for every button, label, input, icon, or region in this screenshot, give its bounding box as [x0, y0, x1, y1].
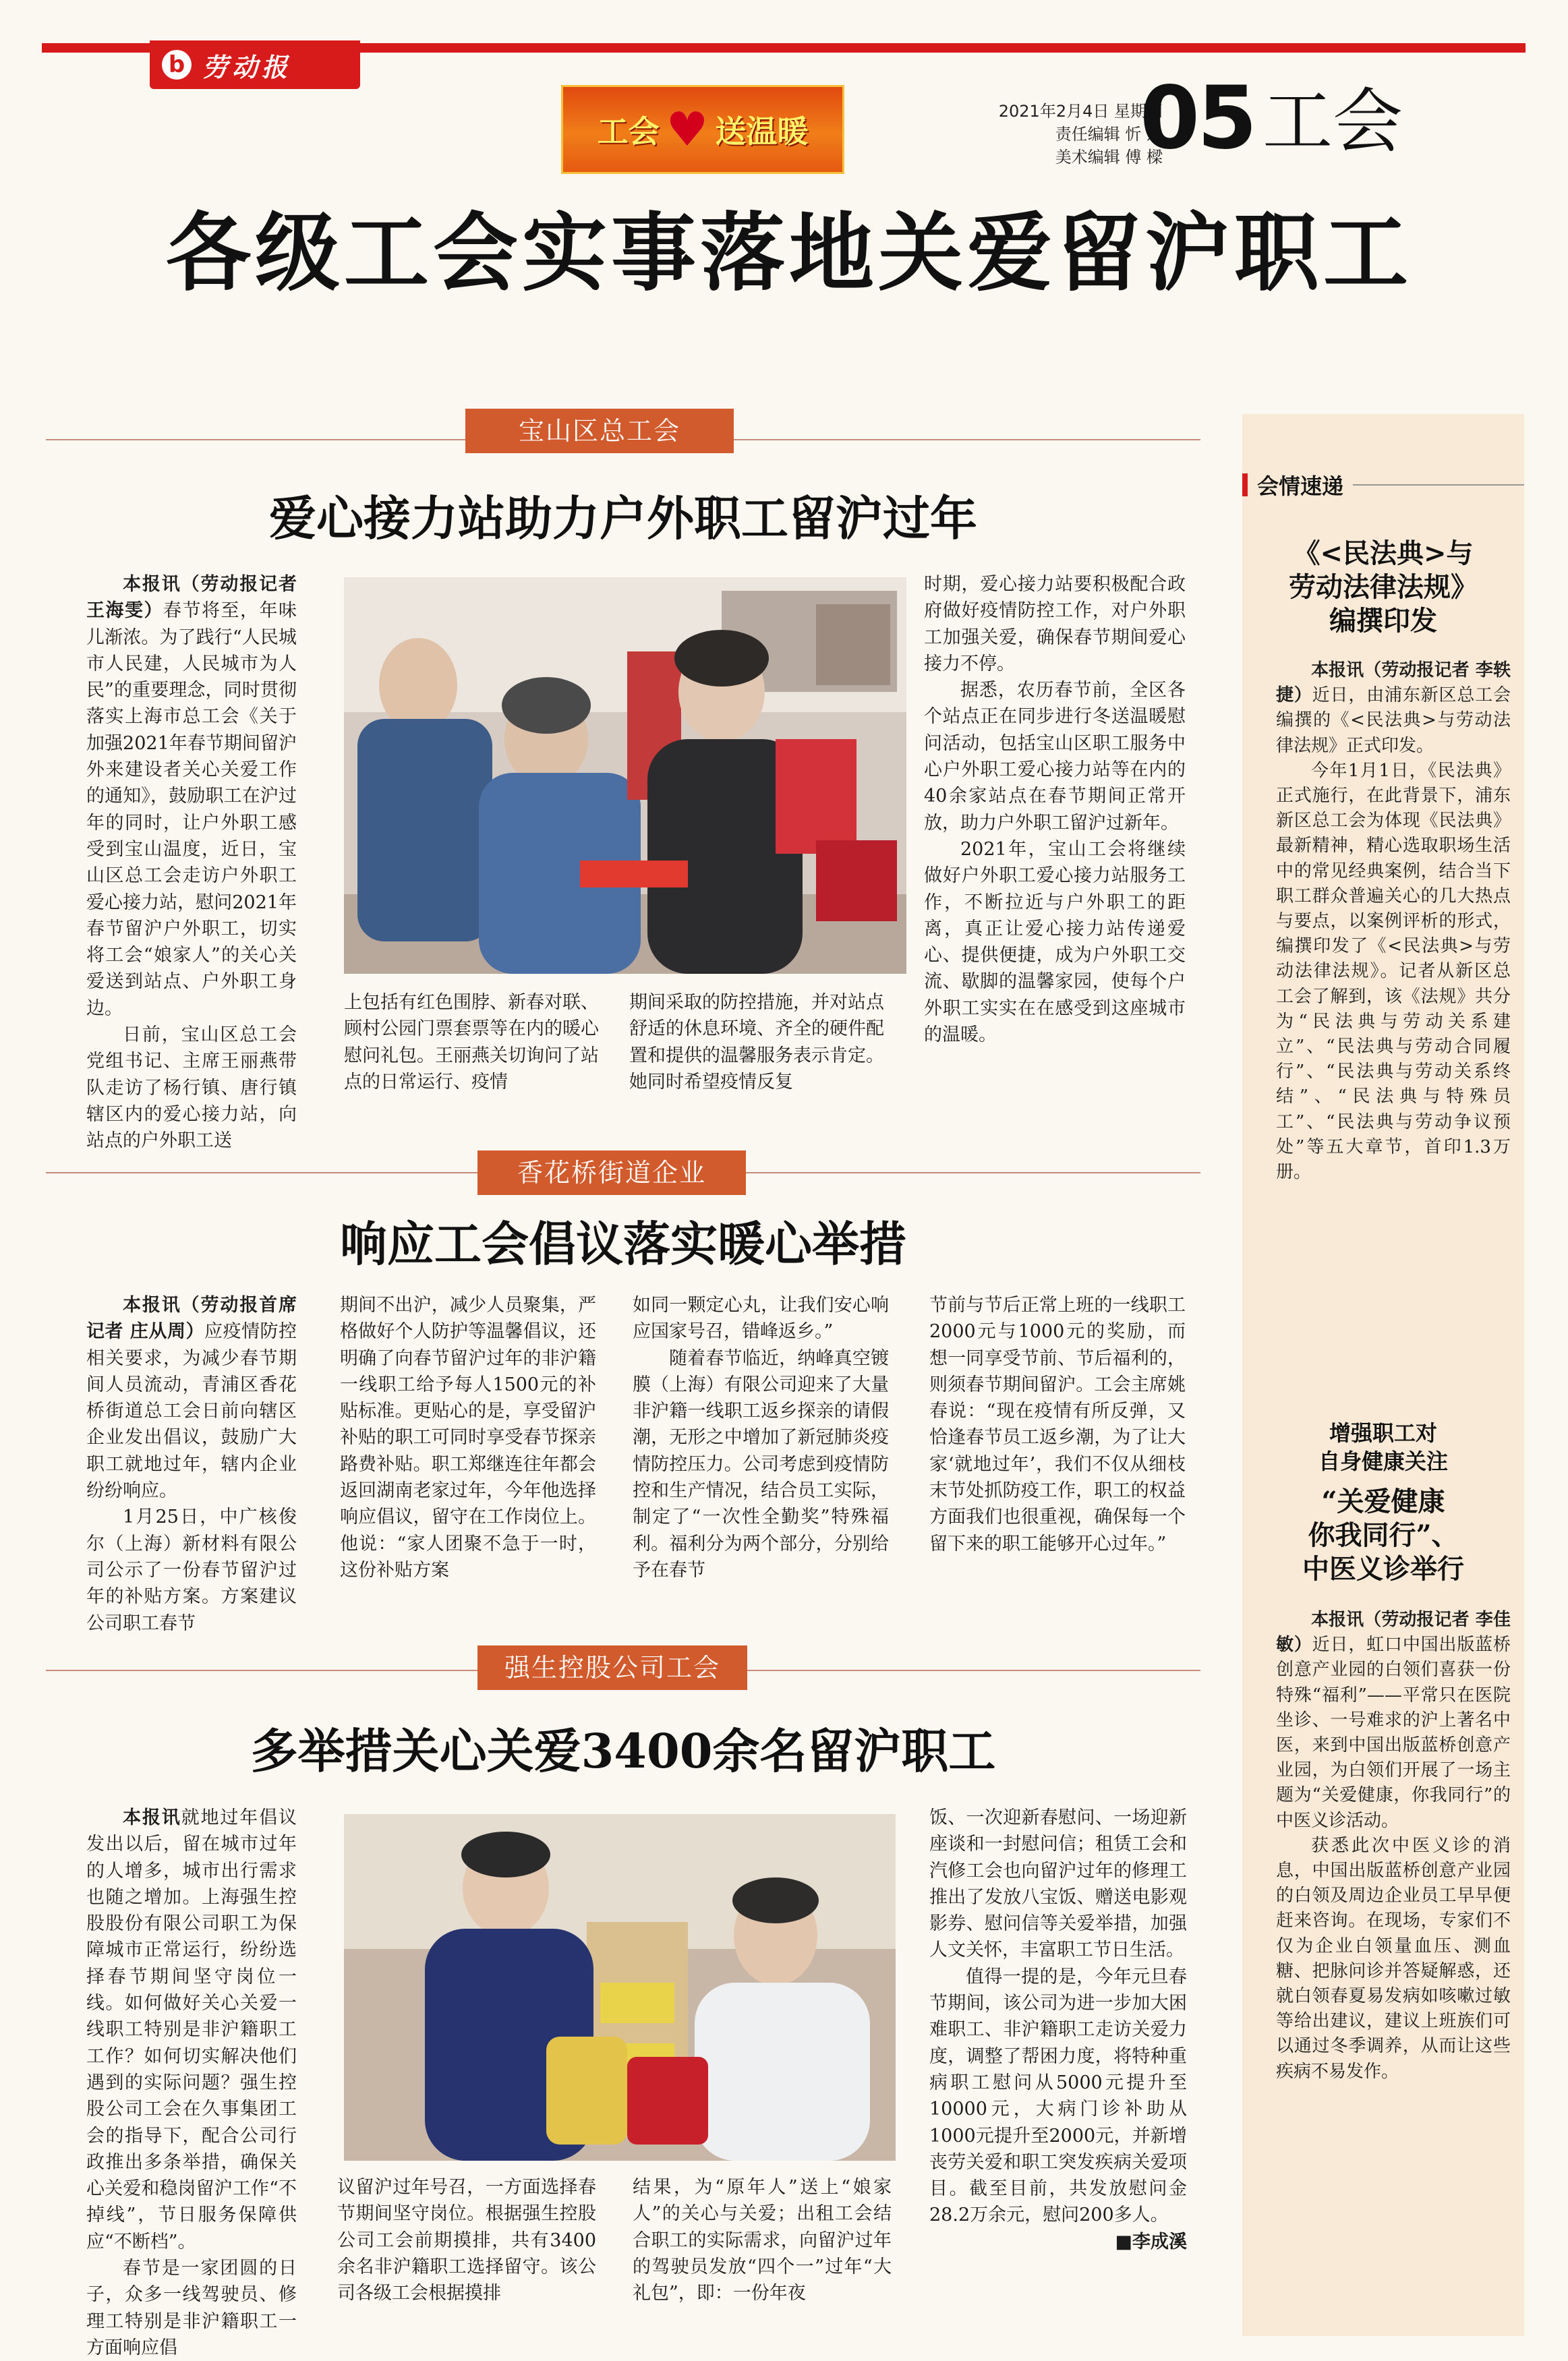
section3-title: 多举措关心关爱3400余名留沪职工 — [250, 1723, 996, 1779]
paragraph: 随着春节临近，纳峰真空镀膜（上海）有限公司迎来了大量非沪籍一线职工返乡探亲的请假潮，无形之中增加了新冠肺炎疫情防控压力。公司考虑到疫情防控和生产情况，结合员工实际，制定了“一次性全勤奖”特殊福利。福利分为两个部分，分别给予在春节 — [633, 1347, 889, 1581]
sidebar-header-line — [1353, 484, 1524, 486]
section3-tag: 强生控股公司工会 — [477, 1645, 747, 1690]
section1-col2 — [344, 989, 599, 1095]
section1-col3 — [629, 989, 884, 1095]
paper-name: 劳动报 — [202, 51, 292, 82]
banner-left-text: 工会 — [597, 113, 660, 150]
paragraph: 1月25日，中广核俊尔（上海）新材料有限公司公示了一份春节留沪过年的补贴方案。方案建议公司职工春节 — [86, 1507, 297, 1634]
paragraph: 本报讯（劳动报记者 李佳敏）近日，虹口中国出版蓝桥创意产业园的白领们喜获一份特殊“福利”——平常只在医院坐诊、一号难求的沪上著名中医，来到中国出版蓝桥创意产业园，为白领们开展了一场主题为“关爱健康，你我同行”的中医义诊活动。 — [1276, 1610, 1511, 1831]
byline: 本报讯 — [123, 1807, 181, 1828]
paragraph: 本报讯（劳动报记者 李轶捷）近日，由浦东新区总工会编撰的《<民法典>与劳动法律法规》正式印发。 — [1276, 660, 1511, 756]
sidebar-header — [1242, 471, 1524, 499]
paragraph: 期间不出沪，减少人员聚集，严格做好个人防护等温馨倡议，还明确了向春节留沪过年的非沪籍一线职工给予每人1500元的补贴标准。更贴心的是，享受留沪补贴的职工可同时享受春节探亲路费补贴。职工郑继连往年都会返回湖南老家过年，今年他选择响应倡议，留守在工作岗位上。他说：“家人团聚不急于一时，这份补贴方案 — [340, 1295, 596, 1581]
story2-body — [1276, 1608, 1511, 2085]
paragraph: 议留沪过年号召，一方面选择春节期间坚守岗位。根据强生控股公司工会前期摸排，共有3400余名非沪籍职工选择留守。该公司各级工会根据摸排 — [337, 2177, 596, 2304]
heart-icon: ♥ — [666, 102, 709, 157]
section2-tag: 香花桥街道企业 — [477, 1150, 746, 1195]
paragraph: 本报讯（劳动报记者 王海雯）春节将至，年味儿渐浓。为了践行“人民城市人民建，人民城市为人民”的重要理念，同时贯彻落实上海市总工会《关于加强2021年春节期间留沪外来建设者关心关爱工作的通知》，鼓励职工在沪过年的同时，让户外职工感受到宝山温度，近日，宝山区总工会走访户外职工爱心接力站，慰问2021年春节留沪户外职工，切实将工会“娘家人”的关心关爱送到站点、户外职工身边。 — [86, 574, 297, 1019]
paragraph: 结果，为“原年人”送上“娘家人”的关心与关爱；出租工会结合职工的实际需求，向留沪过年的驾驶员发放“四个一”过年“大礼包”，即：一份年夜 — [633, 2177, 892, 2304]
art-editor-credit: 美术编辑 傅 樑 — [1055, 148, 1163, 167]
story2-title: “关爱健康 你我同行”、 中医义诊举行 — [1302, 1486, 1464, 1585]
byline: 本报讯（劳动报首席记者 庄从周） — [86, 1295, 297, 1343]
section1-col1 — [86, 571, 297, 1155]
signoff: ■李成溪 — [1115, 2231, 1187, 2252]
header-bar-icon — [1242, 473, 1248, 496]
section2-col1 — [86, 1292, 297, 1637]
section3-col2 — [337, 2174, 596, 2306]
section2-title: 响应工会倡议落实暖心举措 — [340, 1216, 906, 1272]
paragraph: 春节是一家团圆的日子，众多一线驾驶员、修理工特别是非沪籍职工一方面响应倡 — [86, 2258, 297, 2358]
section1-tag: 宝山区总工会 — [465, 409, 734, 453]
editor-credit: 责任编辑 忻 意 — [1055, 125, 1163, 144]
issue-date: 2021年2月4日 星期四 — [998, 102, 1163, 121]
news-brief-sidebar — [1242, 414, 1524, 2336]
paragraph: 本报讯（劳动报首席记者 庄从周）应疫情防控相关要求，为减少春节期间人员流动，青浦区香花桥街道总工会日前向辖区企业发出倡议，鼓励广大职工就地过年，辖内企业纷纷响应。 — [86, 1295, 297, 1502]
section2-col2 — [340, 1292, 596, 1583]
paragraph: 获悉此次中医义诊的消息，中国出版蓝桥创意产业园的白领及周边企业员工早早便赶来咨询。在现场，专家们不仅为企业白领量血压、测血糖、把脉问诊并答疑解惑，还就白领春夏易发病如咳嗽过敏等给出建议，建议上班族们可以通过冬季调养，从而让这些疾病不易发作。 — [1276, 1835, 1511, 2082]
issue-meta — [960, 100, 1163, 169]
section2-col3 — [633, 1292, 889, 1583]
page-number: 05 — [1140, 68, 1255, 169]
page-section-name: 工会 — [1262, 80, 1403, 163]
campaign-banner — [561, 85, 844, 174]
worker-receiving-oil-gift-photo — [344, 1814, 896, 2161]
story1-body — [1276, 658, 1511, 1185]
paragraph: 如同一颗定心丸，让我们安心响应国家号召，错峰返乡。” — [633, 1295, 889, 1343]
section1-photo — [344, 577, 906, 974]
paragraph: 值得一提的是，今年元旦春节期间，该公司为进一步加大困难职工、非沪籍职工走访关爱力度，调整了帮困力度，将特种重病职工慰问从5000元提升至10000元，大病门诊补助从1000元提升至2000元，并新增丧劳关爱和职工突发疾病关爱项目。截至目前，共发放慰问金28.2万余元，慰问200多人。 ■李成溪 — [929, 1964, 1187, 2229]
section1-title: 爱心接力站助力户外职工留沪过年 — [269, 490, 977, 546]
page-headline: 各级工会实事落地关爱留沪职工 — [166, 203, 1412, 303]
banner-right-text: 送温暖 — [715, 113, 809, 150]
paragraph: 期间采取的防控措施，并对站点舒适的休息环境、齐全的硬件配置和提供的温馨服务表示肯定。她同时希望疫情反复 — [629, 992, 884, 1092]
story1-title: 《<民法典>与 劳动法律法规》 编撰印发 — [1289, 537, 1478, 637]
paragraph: 饭、一次迎新春慰问、一场迎新座谈和一封慰问信；租赁工会和汽修工会也向留沪过年的修理工推出了发放八宝饭、赠送电影观影券、慰问信等关爱举措，加强人文关怀，丰富职工节日生活。 — [929, 1807, 1187, 1961]
paragraph: 今年1月1日，《民法典》正式施行，在此背景下，浦东新区总工会为体现《民法典》最新精神，精心选取职场生活中的常见经典案例，结合当下职工群众普遍关心的几大热点与要点，以案例评析的形式，编撰印发了《<民法典>与劳动法律法规》。记者从新区总工会了解到，该《法规》共分为“民法典与劳动关系建立”、“民法典与劳动合同履行”、“民法典与劳动关系终结”、“民法典与特殊员工”、“民法典与劳动争议预处”等五大章节，首印1.3万册。 — [1276, 760, 1511, 1183]
paragraph: 节前与节后正常上班的一线职工2000元与1000元的奖励，而想一同享受节前、节后福利的，则须春节期间留沪。工会主席姚春说：“现在疫情有所反弹，又恰逢春节员工返乡潮，为了让大家‘就地过年’，我们不仅从细枝末节处抓防疫工作，职工的权益方面我们也很重视，确保每一个留下来的职工能够开心过年。” — [929, 1295, 1186, 1554]
section3-col1 — [86, 1805, 297, 2361]
paragraph: 2021年，宝山工会将继续做好户外职工爱心接力站服务工作，不断拉近与户外职工的距离，真正让爱心接力站传递爱心、提供便捷，成为户外职工交流、歇脚的温馨家园，使每个户外职工实实在在感受到这座城市的温暖。 — [924, 838, 1186, 1046]
section3-col4 — [929, 1805, 1187, 2255]
paragraph: 据悉，农历春节前，全区各个站点正在同步进行冬送温暖慰问活动，包括宝山区职工服务中心户外职工爱心接力站等在内的40余家站点在春节期间正常开放，助力户外职工留沪过新年。 — [924, 680, 1186, 834]
section3-col3 — [633, 2174, 892, 2306]
sidebar-header-text: 会情速递 — [1257, 473, 1344, 499]
byline: 本报讯（劳动报记者 李轶捷） — [1276, 660, 1511, 706]
paragraph: 时期，爱心接力站要积极配合政府做好疫情防控工作，对户外职工加强关爱，确保春节期间爱心接力不停。 — [924, 574, 1186, 674]
byline: 本报讯（劳动报记者 王海雯） — [86, 574, 297, 622]
paragraph: 本报讯就地过年倡议发出以后，留在城市过年的人增多，城市出行需求也随之增加。上海强生控股股份有限公司职工为保障城市正常运行，纷纷选择春节期间坚守岗位一线。如何做好关心关爱一线职工特别是非沪籍职工工作？如何切实解决他们遇到的实际问题？强生控股公司工会在久事集团工会的指导下，配合公司行政推出多条举措，确保关心关爱和稳岗留沪工作“不掉线”，节日服务保障供应“不断档”。 — [86, 1807, 297, 2252]
story2-subtitle: 增强职工对 自身健康关注 — [1318, 1420, 1448, 1474]
paragraph: 日前，宝山区总工会党组书记、主席王丽燕带队走访了杨行镇、唐行镇辖区内的爱心接力站，向站点的户外职工送 — [86, 1024, 297, 1152]
newspaper-logo — [150, 40, 360, 89]
paragraph: 上包括有红色围脖、新春对联、顾村公园门票套票等在内的暖心慰问礼包。王丽燕关切询问了站点的日常运行、疫情 — [344, 992, 599, 1092]
section1-col4 — [924, 571, 1186, 1048]
byline: 本报讯（劳动报记者 李佳敏） — [1276, 1610, 1511, 1656]
outdoor-workers-receiving-gift-bags-photo — [344, 577, 906, 974]
section3-photo — [344, 1814, 896, 2161]
logo-mark-icon: b — [162, 50, 192, 80]
section2-col4 — [929, 1292, 1186, 1557]
